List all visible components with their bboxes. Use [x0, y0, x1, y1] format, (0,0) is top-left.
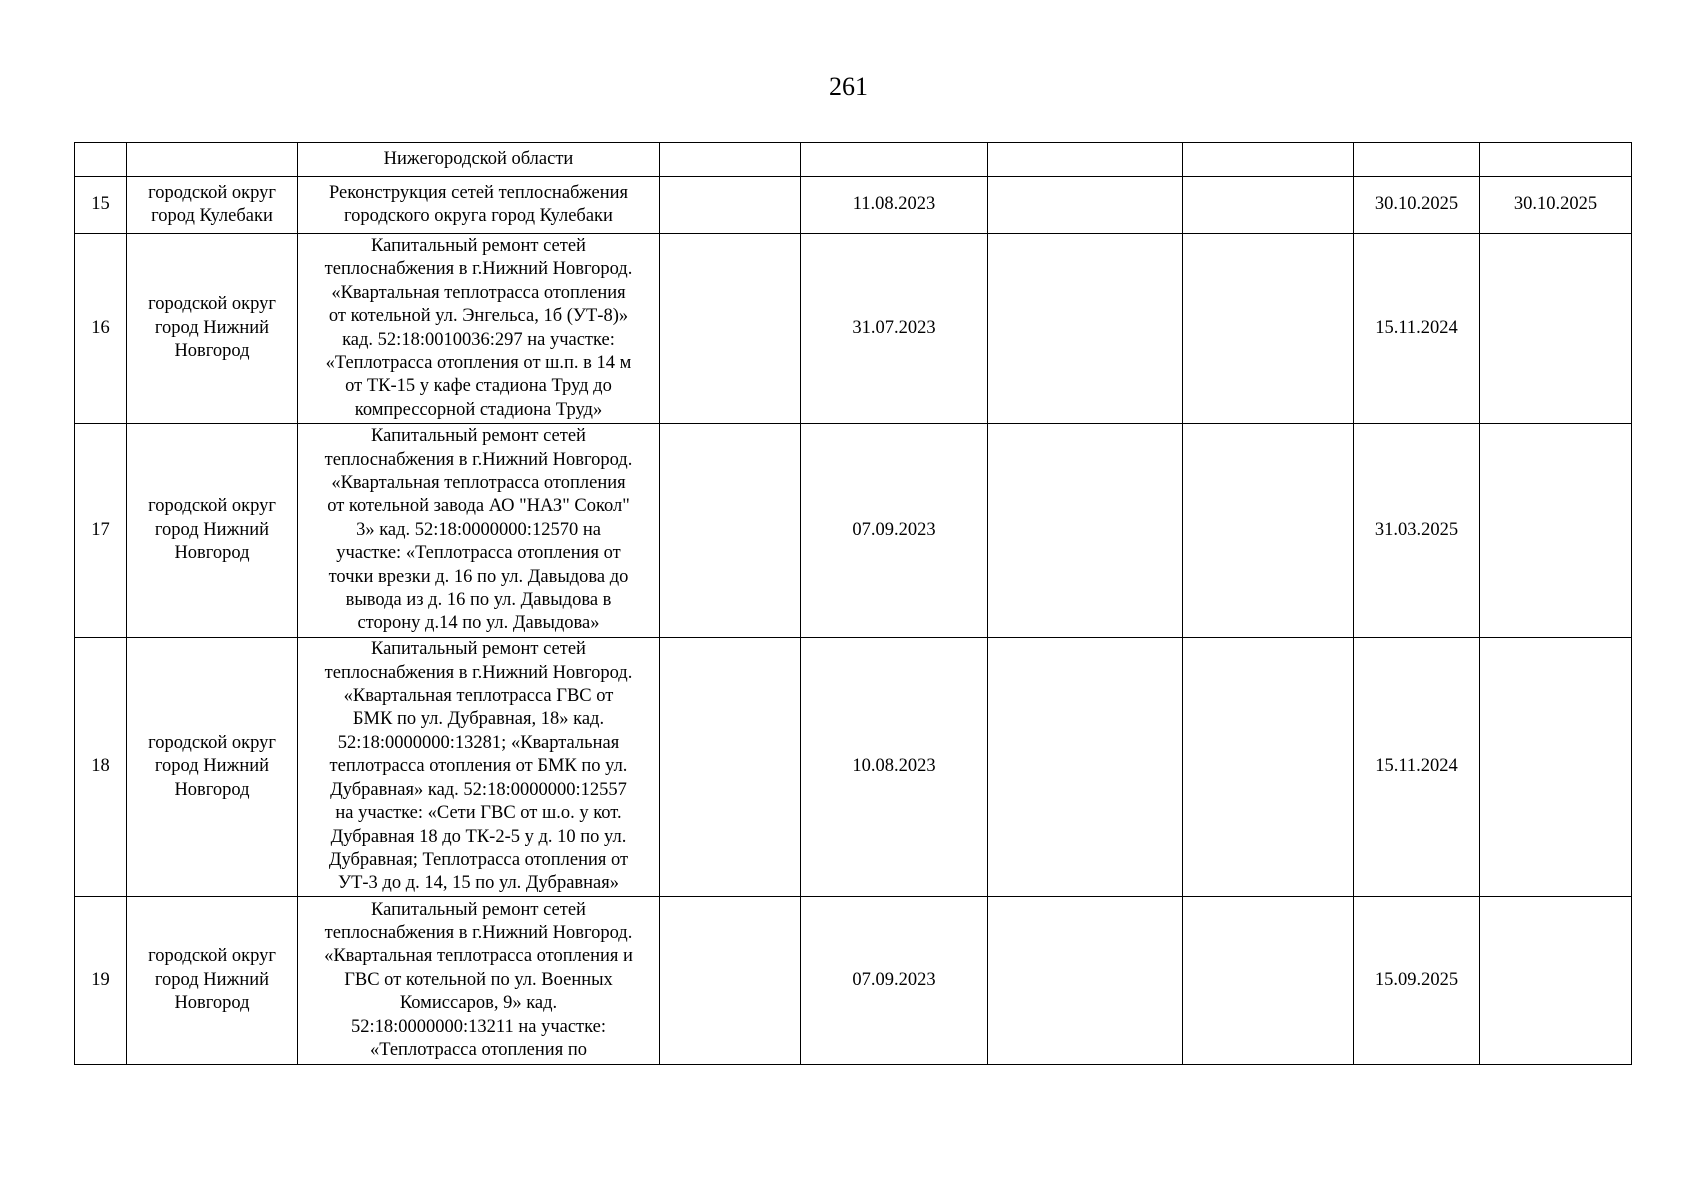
- end-date-cell: 30.10.2025: [1480, 177, 1632, 234]
- column-7-cell: [1183, 424, 1354, 638]
- text-line: теплоснабжения в г.Нижний Новгород.: [324, 662, 633, 683]
- text-line: 52:18:0000000:13211 на участке:: [350, 1016, 607, 1037]
- text-line: Новгород: [174, 543, 250, 564]
- start-date-cell: 31.07.2023: [801, 234, 988, 424]
- municipality-cell: [127, 143, 298, 177]
- planned-date-cell: 15.09.2025: [1354, 897, 1480, 1065]
- row-number-cell: 19: [75, 897, 127, 1065]
- column-4-cell: [660, 143, 801, 177]
- text-line: точки врезки д. 16 по ул. Давыдова до: [328, 566, 629, 587]
- text-line: город Нижний: [154, 317, 270, 338]
- text-line: Капитальный ремонт сетей: [371, 426, 586, 447]
- description-cell: [298, 177, 660, 234]
- text-line: город Кулебаки: [151, 206, 273, 226]
- planned-date-cell: 30.10.2025: [1354, 177, 1480, 234]
- text-line: Новгород: [174, 341, 250, 362]
- planned-date-cell: 31.03.2025: [1354, 424, 1480, 638]
- text-line: Капитальный ремонт сетей: [371, 899, 586, 920]
- text-line: на участке: «Сети ГВС от ш.о. у кот.: [335, 803, 622, 824]
- text-line: городского округа город Кулебаки: [344, 206, 613, 226]
- end-date-cell: [1480, 143, 1632, 177]
- text-line: участке: «Теплотрасса отопления от: [336, 543, 621, 564]
- text-line: компрессорной стадиона Труд»: [354, 399, 603, 420]
- column-4-cell: [660, 177, 801, 234]
- text-line: город Нижний: [154, 756, 270, 777]
- row-number-cell: 17: [75, 424, 127, 638]
- text-line: теплоснабжения в г.Нижний Новгород.: [324, 922, 633, 943]
- planned-date-cell: 15.11.2024: [1354, 638, 1480, 897]
- column-7-cell: [1183, 143, 1354, 177]
- row-number-cell: 16: [75, 234, 127, 424]
- text-line: Комиссаров, 9» кад.: [399, 993, 558, 1014]
- table-row: [75, 897, 1632, 1065]
- start-date-cell: 07.09.2023: [801, 424, 988, 638]
- text-line: Капитальный ремонт сетей: [371, 235, 586, 256]
- text-line: Нижегородской области: [383, 148, 574, 169]
- text-line: Капитальный ремонт сетей: [371, 639, 586, 660]
- column-7-cell: [1183, 234, 1354, 424]
- start-date-cell: 10.08.2023: [801, 638, 988, 897]
- column-4-cell: [660, 897, 801, 1065]
- column-7-cell: [1183, 638, 1354, 897]
- text-line: от котельной ул. Энгельса, 1б (УТ-8)»: [328, 306, 629, 327]
- text-line: городской округ: [148, 946, 276, 967]
- start-date-cell: [801, 143, 988, 177]
- text-line: 52:18:0000000:13281; «Квартальная: [337, 732, 620, 753]
- row-number-cell: [75, 143, 127, 177]
- municipality-cell: [127, 638, 298, 897]
- municipality-cell: [127, 234, 298, 424]
- column-4-cell: [660, 234, 801, 424]
- text-line: теплоснабжения в г.Нижний Новгород.: [324, 449, 633, 470]
- column-6-cell: [988, 424, 1183, 638]
- text-line: БМК по ул. Дубравная, 18» кад.: [352, 709, 605, 730]
- description-cell: [298, 234, 660, 424]
- text-line: городской округ: [148, 182, 276, 203]
- end-date-cell: [1480, 424, 1632, 638]
- text-line: городской округ: [148, 294, 276, 315]
- text-line: городской округ: [148, 732, 276, 753]
- objects-table: [74, 142, 1632, 1065]
- column-6-cell: [988, 897, 1183, 1065]
- text-line: теплотрасса отопления от БМК по ул.: [329, 756, 628, 777]
- text-line: Новгород: [174, 779, 250, 800]
- text-line: Новгород: [174, 993, 250, 1014]
- table-body: [75, 143, 1632, 1065]
- description-cell: [298, 424, 660, 638]
- end-date-cell: [1480, 638, 1632, 897]
- row-number-cell: 15: [75, 177, 127, 234]
- text-line: «Теплотрасса отопления по: [370, 1040, 587, 1061]
- text-line: от ТК-15 у кафе стадиона Труд до: [345, 376, 612, 397]
- column-6-cell: [988, 177, 1183, 234]
- start-date-cell: 11.08.2023: [801, 177, 988, 234]
- text-line: Дубравная 18 до ТК-2-5 у д. 10 по ул.: [330, 826, 627, 847]
- column-7-cell: [1183, 897, 1354, 1065]
- start-date-cell: 07.09.2023: [801, 897, 988, 1065]
- municipality-cell: [127, 897, 298, 1065]
- text-line: ГВС от котельной по ул. Военных: [344, 969, 613, 990]
- text-line: 3» кад. 52:18:0000000:12570 на: [356, 519, 601, 540]
- text-line: от котельной завода АО "НАЗ" Сокол": [327, 496, 630, 517]
- text-line: «Квартальная теплотрасса ГВС от: [343, 686, 614, 707]
- column-4-cell: [660, 638, 801, 897]
- column-6-cell: [988, 234, 1183, 424]
- end-date-cell: [1480, 234, 1632, 424]
- page-number: 261: [829, 72, 868, 101]
- text-line: город Нижний: [154, 519, 270, 540]
- description-cell: [298, 897, 660, 1065]
- municipality-cell: [127, 424, 298, 638]
- text-line: Реконструкция сетей теплоснабжения: [328, 182, 629, 203]
- end-date-cell: [1480, 897, 1632, 1065]
- column-6-cell: [988, 143, 1183, 177]
- text-line: «Квартальная теплотрасса отопления и: [324, 946, 633, 967]
- description-cell: [298, 638, 660, 897]
- row-number-cell: 18: [75, 638, 127, 897]
- column-4-cell: [660, 424, 801, 638]
- text-line: «Теплотрасса отопления от ш.п. в 14 м: [325, 352, 632, 373]
- table-row: [75, 177, 1632, 234]
- table-row: [75, 638, 1632, 897]
- text-line: городской округ: [148, 496, 276, 517]
- description-cell: [298, 143, 660, 177]
- text-line: сторону д.14 по ул. Давыдова»: [357, 613, 600, 634]
- text-line: «Квартальная теплотрасса отопления: [331, 472, 626, 493]
- planned-date-cell: 15.11.2024: [1354, 234, 1480, 424]
- column-7-cell: [1183, 177, 1354, 234]
- text-line: «Квартальная теплотрасса отопления: [331, 282, 626, 303]
- text-line: теплоснабжения в г.Нижний Новгород.: [324, 259, 633, 280]
- text-line: Дубравная» кад. 52:18:0000000:12557: [330, 779, 627, 800]
- planned-date-cell: [1354, 143, 1480, 177]
- text-line: город Нижний: [154, 969, 270, 990]
- table-row: [75, 234, 1632, 424]
- text-line: Дубравная; Теплотрасса отопления от: [328, 849, 629, 870]
- column-6-cell: [988, 638, 1183, 897]
- text-line: УТ-3 до д. 14, 15 по ул. Дубравная»: [337, 873, 620, 894]
- text-line: вывода из д. 16 по ул. Давыдова в: [345, 590, 612, 611]
- text-line: кад. 52:18:0010036:297 на участке:: [342, 329, 615, 350]
- table-row: [75, 424, 1632, 638]
- municipality-cell: [127, 177, 298, 234]
- table-row: [75, 143, 1632, 177]
